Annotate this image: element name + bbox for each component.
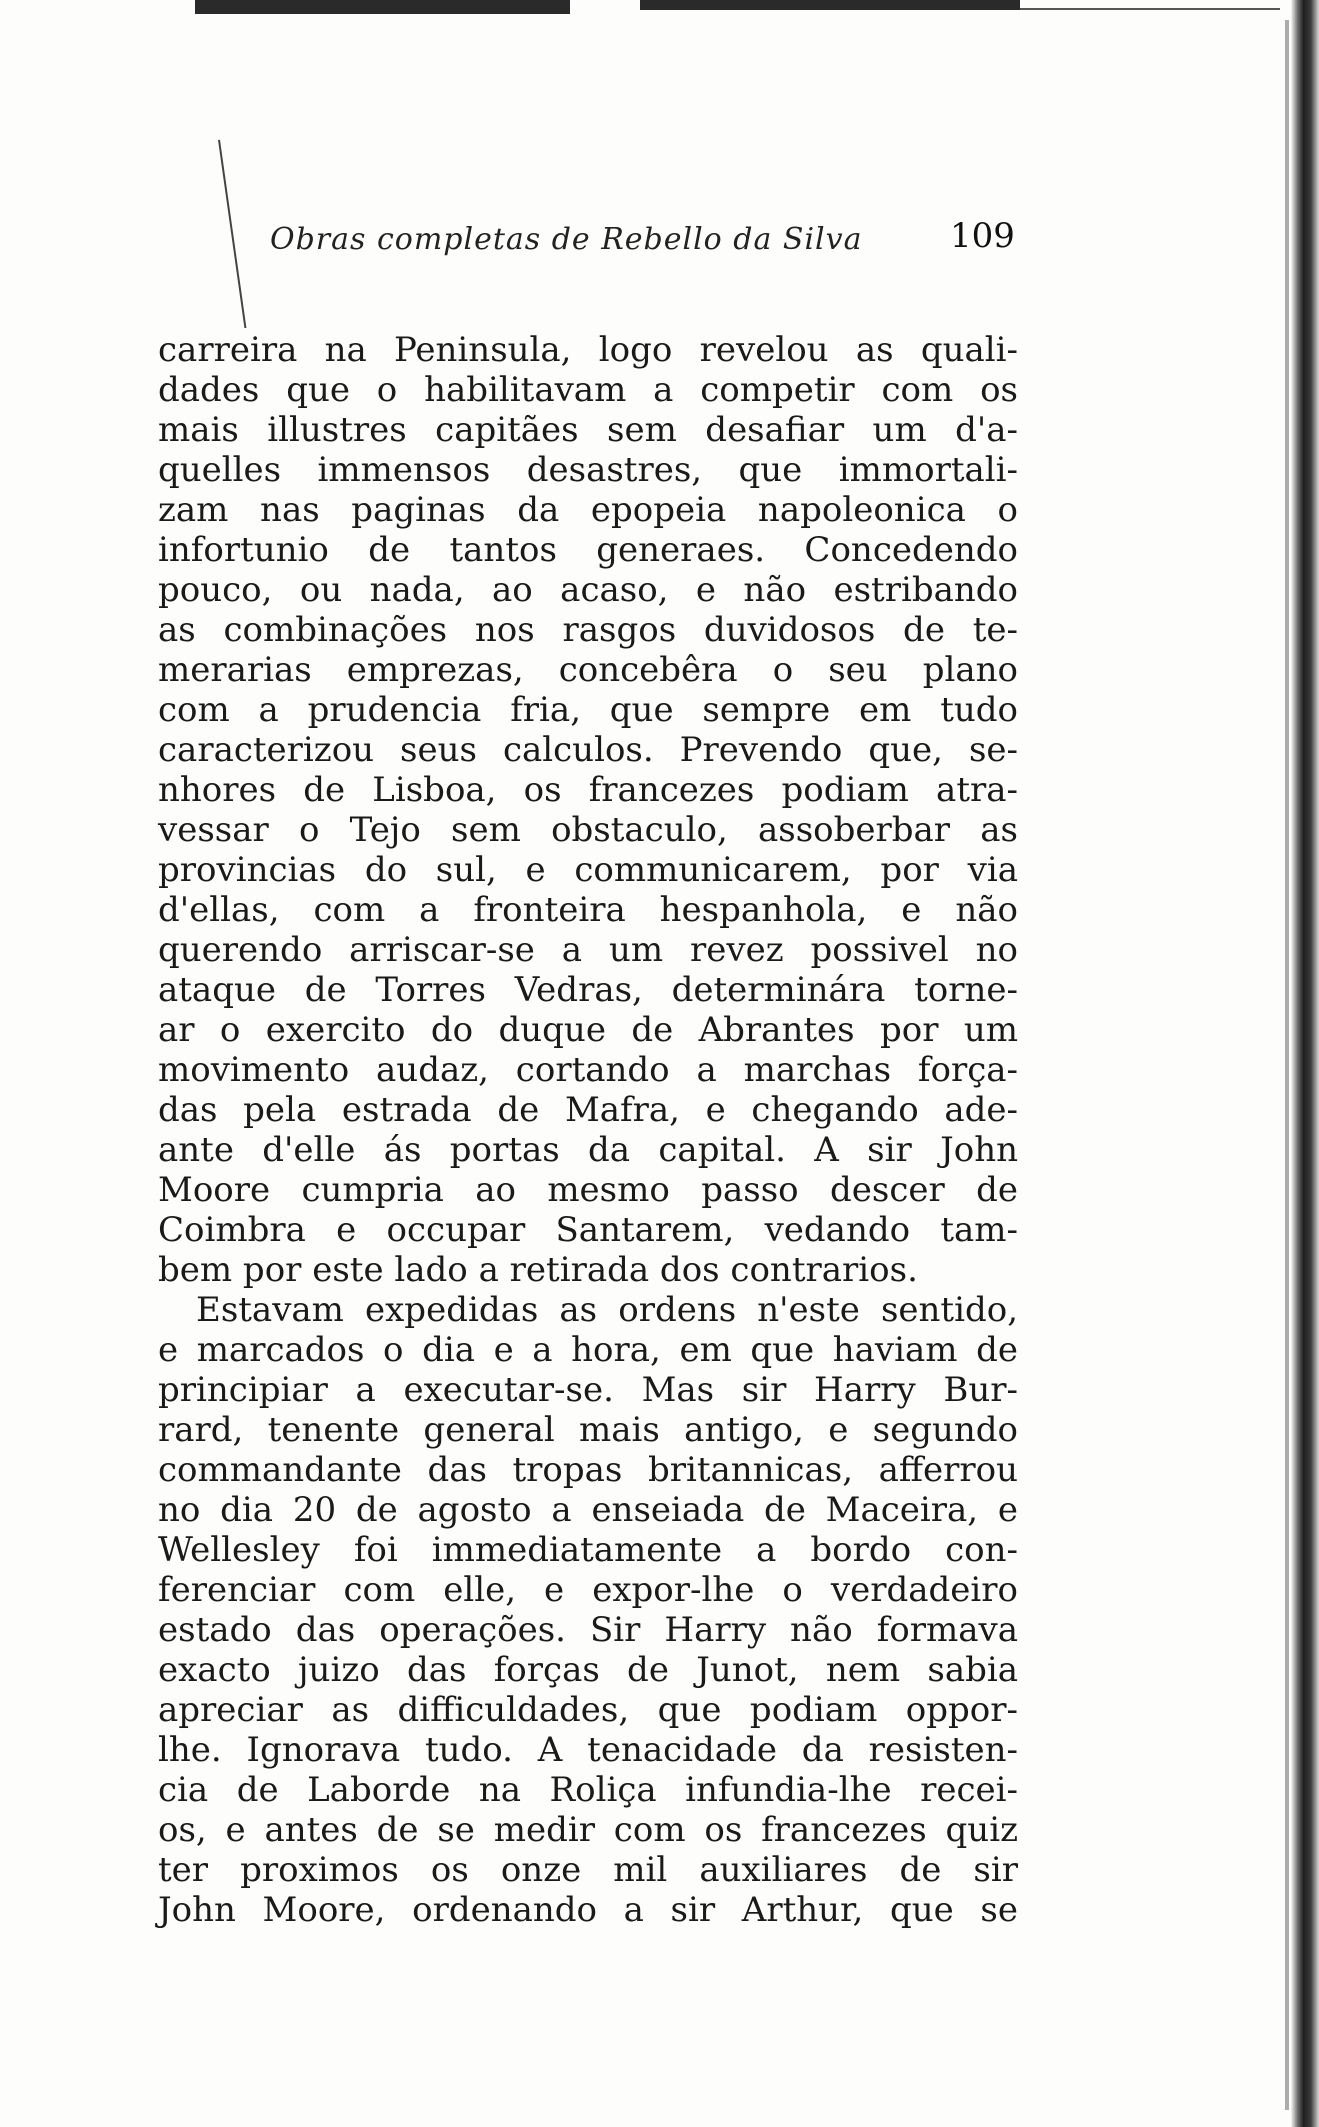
text-line: infortunio de tantos generaes. Concedendo	[158, 530, 1018, 570]
text-line: rard, tenente general mais antigo, e segundo	[158, 1410, 1018, 1450]
text-line: provincias do sul, e communicarem, por via	[158, 850, 1018, 890]
text-line: com a prudencia fria, que sempre em tudo	[158, 690, 1018, 730]
text-line: os, e antes de se medir com os francezes quiz	[158, 1810, 1018, 1850]
text-line: nhores de Lisboa, os francezes podiam atra-	[158, 770, 1018, 810]
text-line: dades que o habilitavam a competir com os	[158, 370, 1018, 410]
scan-artifact-mark	[218, 140, 246, 328]
text-line: Coimbra e occupar Santarem, vedando tam-	[158, 1210, 1018, 1250]
body-text	[158, 330, 1018, 1930]
text-line: d'ellas, com a fronteira hespanhola, e não	[158, 890, 1018, 930]
text-line: Wellesley foi immediatamente a bordo con-	[158, 1530, 1018, 1570]
text-line: ferenciar com elle, e expor-lhe o verdadeiro	[158, 1570, 1018, 1610]
text-line: ter proximos os onze mil auxiliares de sir	[158, 1850, 1018, 1890]
text-line: apreciar as difficuldades, que podiam oppor-	[158, 1690, 1018, 1730]
text-line: cia de Laborde na Roliça infundia-lhe recei-	[158, 1770, 1018, 1810]
text-line: exacto juizo das forças de Junot, nem sabia	[158, 1650, 1018, 1690]
text-line: ar o exercito do duque de Abrantes por um	[158, 1010, 1018, 1050]
text-line: commandante das tropas britannicas, afferrou	[158, 1450, 1018, 1490]
text-line: principiar a executar-se. Mas sir Harry Bur-	[158, 1370, 1018, 1410]
page-number: 109	[950, 216, 1015, 256]
text-line: vessar o Tejo sem obstaculo, assoberbar as	[158, 810, 1018, 850]
text-line: ataque de Torres Vedras, determinára torne-	[158, 970, 1018, 1010]
page-binding-shadow	[1285, 20, 1289, 2110]
text-line: lhe. Ignorava tudo. A tenacidade da resisten-	[158, 1730, 1018, 1770]
text-line: John Moore, ordenando a sir Arthur, que se	[158, 1890, 1018, 1930]
running-title: Obras completas de Rebello da Silva	[270, 222, 863, 257]
scan-artifact-line	[1020, 8, 1280, 10]
text-line: das pela estrada de Mafra, e chegando ade-	[158, 1090, 1018, 1130]
text-line: carreira na Peninsula, logo revelou as quali-	[158, 330, 1018, 370]
text-line: Moore cumpria ao mesmo passo descer de	[158, 1170, 1018, 1210]
text-line: movimento audaz, cortando a marchas força-	[158, 1050, 1018, 1090]
text-line: ante d'elle ás portas da capital. A sir John	[158, 1130, 1018, 1170]
text-line: e marcados o dia e a hora, em que haviam de	[158, 1330, 1018, 1370]
text-line: pouco, ou nada, ao acaso, e não estribando	[158, 570, 1018, 610]
text-line: mais illustres capitães sem desafiar um d'a-	[158, 410, 1018, 450]
text-line: Estavam expedidas as ordens n'este sentido,	[196, 1290, 1018, 1330]
text-line: no dia 20 de agosto a enseiada de Maceira, e	[158, 1490, 1018, 1530]
text-line: zam nas paginas da epopeia napoleonica o	[158, 490, 1018, 530]
text-line: bem por este lado a retirada dos contrarios.	[158, 1250, 918, 1290]
text-line: quelles immensos desastres, que immortali-	[158, 450, 1018, 490]
text-line: merarias emprezas, concebêra o seu plano	[158, 650, 1018, 690]
text-line: querendo arriscar-se a um revez possivel no	[158, 930, 1018, 970]
scan-artifact-top	[640, 0, 1020, 10]
text-line: caracterizou seus calculos. Prevendo que, se-	[158, 730, 1018, 770]
scan-artifact-top	[195, 0, 570, 14]
page-binding-edge	[1291, 0, 1319, 2127]
text-line: as combinações nos rasgos duvidosos de te-	[158, 610, 1018, 650]
text-line: estado das operações. Sir Harry não formava	[158, 1610, 1018, 1650]
